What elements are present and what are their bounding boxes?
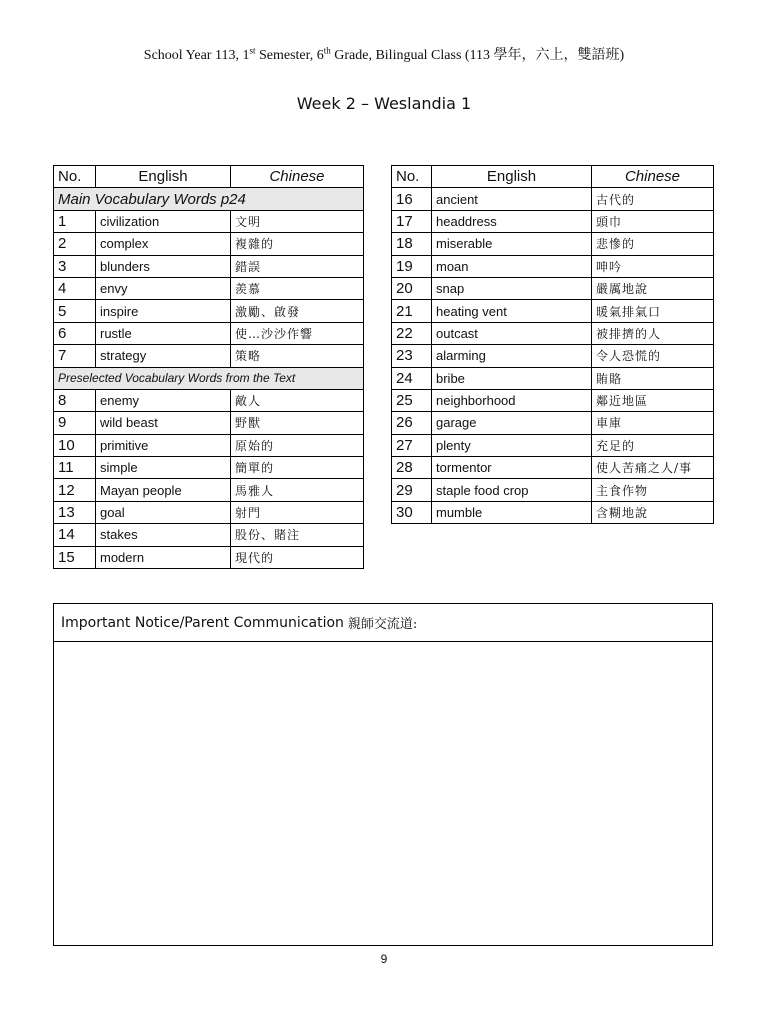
table-row — [54, 501, 364, 523]
english-word: Mayan people — [96, 479, 231, 501]
table-row — [392, 434, 714, 456]
vocab-number: 28 — [392, 457, 432, 479]
vocab-number: 13 — [54, 501, 96, 523]
chinese-translation: 複雜的 — [231, 233, 364, 255]
table-row — [392, 367, 714, 389]
table-row — [392, 501, 714, 523]
chinese-translation: 文明 — [231, 210, 364, 232]
chinese-translation: 古代的 — [592, 188, 714, 210]
english-word: stakes — [96, 524, 231, 546]
vocab-number: 9 — [54, 412, 96, 434]
vocab-number: 15 — [54, 546, 96, 568]
week-title: Week 2 – Weslandia 1 — [296, 94, 472, 113]
chinese-translation: 呻吟 — [592, 255, 714, 277]
english-word: modern — [96, 546, 231, 568]
table-row — [54, 546, 364, 568]
vocab-number: 26 — [392, 412, 432, 434]
table-row — [54, 322, 364, 344]
vocab-table-right-body — [392, 188, 714, 524]
vocab-number: 4 — [54, 277, 96, 299]
header-sup-th: th — [323, 45, 331, 56]
main-vocabulary-section-label: Main Vocabulary Words p24 — [54, 188, 364, 210]
chinese-translation: 射門 — [231, 501, 364, 523]
english-word: simple — [96, 457, 231, 479]
english-word: moan — [432, 255, 592, 277]
vocab-number: 22 — [392, 322, 432, 344]
english-word: staple food crop — [432, 479, 592, 501]
table-row — [54, 255, 364, 277]
chinese-translation: 被排擠的人 — [592, 322, 714, 344]
vocab-number: 21 — [392, 300, 432, 322]
table-row — [392, 210, 714, 232]
chinese-translation: 主食作物 — [592, 479, 714, 501]
notice-header — [54, 604, 712, 642]
table-row — [392, 479, 714, 501]
english-word: bribe — [432, 367, 592, 389]
preselected-vocabulary-section-label: Preselected Vocabulary Words from the Text — [54, 367, 364, 389]
vocab-number: 23 — [392, 345, 432, 367]
table-row — [54, 300, 364, 322]
english-word: tormentor — [432, 457, 592, 479]
chinese-translation: 現代的 — [231, 546, 364, 568]
header-rest: Grade, Bilingual Class (113 學年，六上，雙語班) — [330, 48, 625, 63]
table-row — [54, 434, 364, 456]
english-word: plenty — [432, 434, 592, 456]
header-sup-st: st — [249, 45, 256, 56]
column-header-no: No. — [392, 166, 432, 188]
english-word: heating vent — [432, 300, 592, 322]
table-row — [392, 389, 714, 411]
table-row — [392, 188, 714, 210]
parent-communication-box — [53, 603, 713, 946]
vocab-table-right — [391, 165, 714, 524]
english-word: inspire — [96, 300, 231, 322]
chinese-translation: 嚴厲地說 — [592, 277, 714, 299]
vocab-number: 24 — [392, 367, 432, 389]
chinese-translation: 馬雅人 — [231, 479, 364, 501]
english-word: mumble — [432, 501, 592, 523]
english-word: headdress — [432, 210, 592, 232]
english-word: snap — [432, 277, 592, 299]
column-header-english: English — [96, 166, 231, 188]
chinese-translation: 悲慘的 — [592, 233, 714, 255]
table-row — [54, 479, 364, 501]
english-word: rustle — [96, 322, 231, 344]
chinese-translation: 頭巾 — [592, 210, 714, 232]
page-number: 9 — [380, 952, 388, 966]
english-word: primitive — [96, 434, 231, 456]
column-header-chinese: Chinese — [592, 166, 714, 188]
table-row — [392, 255, 714, 277]
vocab-number: 16 — [392, 188, 432, 210]
vocab-number: 3 — [54, 255, 96, 277]
english-word: goal — [96, 501, 231, 523]
english-word: civilization — [96, 210, 231, 232]
table-row — [392, 300, 714, 322]
english-word: blunders — [96, 255, 231, 277]
chinese-translation: 敵人 — [231, 389, 364, 411]
table-row — [54, 233, 364, 255]
table-row — [392, 457, 714, 479]
chinese-translation: 含糊地說 — [592, 501, 714, 523]
preselected-vocabulary-section-row — [54, 367, 364, 389]
notice-label: Important Notice/Parent Communication — [61, 614, 344, 631]
table-header-row — [392, 166, 714, 188]
english-word: neighborhood — [432, 389, 592, 411]
notice-label-chinese: 親師交流道: — [347, 617, 418, 632]
table-header-row — [54, 166, 364, 188]
vocab-number: 17 — [392, 210, 432, 232]
header-year: School Year 113, 1 — [143, 48, 250, 63]
table-row — [392, 345, 714, 367]
table-row — [392, 277, 714, 299]
vocab-number: 8 — [54, 389, 96, 411]
table-row — [54, 457, 364, 479]
english-word: ancient — [432, 188, 592, 210]
main-vocabulary-section-row — [54, 188, 364, 210]
vocab-number: 30 — [392, 501, 432, 523]
vocab-number: 11 — [54, 457, 96, 479]
chinese-translation: 策略 — [231, 345, 364, 367]
vocab-number: 25 — [392, 389, 432, 411]
chinese-translation: 野獸 — [231, 412, 364, 434]
header-line — [0, 44, 768, 64]
chinese-translation: 鄰近地區 — [592, 389, 714, 411]
column-header-no: No. — [54, 166, 96, 188]
table-row — [54, 389, 364, 411]
english-word: miserable — [432, 233, 592, 255]
chinese-translation: 羨慕 — [231, 277, 364, 299]
english-word: alarming — [432, 345, 592, 367]
table-row — [54, 345, 364, 367]
vocab-number: 1 — [54, 210, 96, 232]
english-word: enemy — [96, 389, 231, 411]
chinese-translation: 令人恐慌的 — [592, 345, 714, 367]
header-semester: Semester, 6 — [255, 48, 324, 63]
english-word: wild beast — [96, 412, 231, 434]
chinese-translation: 使人苦痛之人/事 — [592, 457, 714, 479]
column-header-english: English — [432, 166, 592, 188]
chinese-translation: 錯誤 — [231, 255, 364, 277]
table-row — [392, 412, 714, 434]
english-word: envy — [96, 277, 231, 299]
vocab-number: 6 — [54, 322, 96, 344]
chinese-translation: 賄賂 — [592, 367, 714, 389]
vocab-number: 29 — [392, 479, 432, 501]
chinese-translation: 暖氣排氣口 — [592, 300, 714, 322]
table-row — [54, 524, 364, 546]
table-row — [392, 233, 714, 255]
vocab-number: 2 — [54, 233, 96, 255]
table-row — [54, 210, 364, 232]
table-row — [392, 322, 714, 344]
table-row — [54, 277, 364, 299]
vocab-number: 20 — [392, 277, 432, 299]
vocab-number: 7 — [54, 345, 96, 367]
vocab-number: 27 — [392, 434, 432, 456]
chinese-translation: 股份、賭注 — [231, 524, 364, 546]
chinese-translation: 簡單的 — [231, 457, 364, 479]
vocab-table-left-body — [54, 188, 364, 569]
chinese-translation: 充足的 — [592, 434, 714, 456]
column-header-chinese: Chinese — [231, 166, 364, 188]
vocab-number: 10 — [54, 434, 96, 456]
vocab-number: 5 — [54, 300, 96, 322]
english-word: complex — [96, 233, 231, 255]
english-word: garage — [432, 412, 592, 434]
table-row — [54, 412, 364, 434]
vocab-table-left — [53, 165, 364, 569]
english-word: strategy — [96, 345, 231, 367]
chinese-translation: 激勵、啟發 — [231, 300, 364, 322]
english-word: outcast — [432, 322, 592, 344]
chinese-translation: 車庫 — [592, 412, 714, 434]
vocab-number: 18 — [392, 233, 432, 255]
chinese-translation: 原始的 — [231, 434, 364, 456]
vocab-number: 12 — [54, 479, 96, 501]
vocab-number: 14 — [54, 524, 96, 546]
vocab-number: 19 — [392, 255, 432, 277]
chinese-translation: 使…沙沙作響 — [231, 322, 364, 344]
